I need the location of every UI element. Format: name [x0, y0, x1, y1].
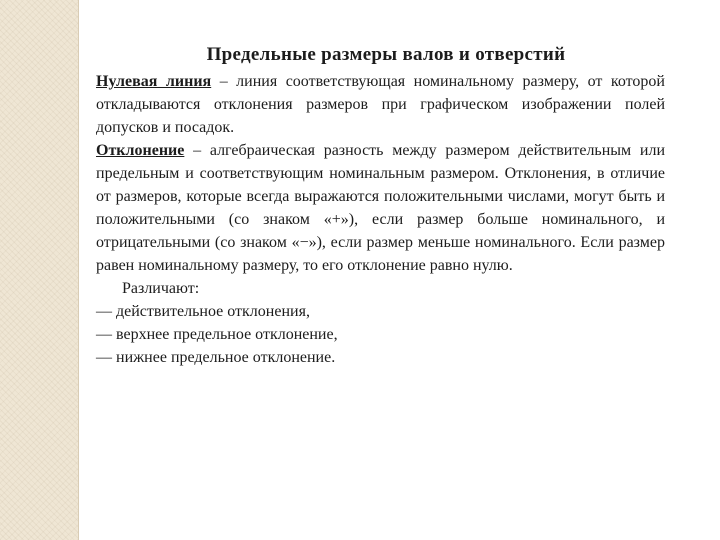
term-zero-line: Нулевая линия — [96, 73, 212, 90]
distinguish-label: Различают: — [122, 280, 200, 297]
slide-title: Предельные размеры валов и отверстий — [206, 44, 566, 65]
decorative-side-band — [0, 0, 78, 540]
definition-deviation — [96, 139, 665, 277]
list-item: — действительное отклонения, — [96, 303, 310, 320]
list-item: — нижнее предельное отклонение. — [96, 349, 336, 366]
definition-zero-line-text: – линия соответствующая номинальному размеру, от которой откладываются отклонения размеров при графическом изображении полей допусков и посадок. — [96, 73, 665, 136]
definition-zero-line — [96, 70, 665, 139]
list-item: — верхнее предельное отклонение, — [96, 326, 338, 343]
term-deviation: Отклонение — [96, 142, 185, 159]
slide-content — [96, 70, 665, 369]
side-band-divider — [78, 0, 79, 540]
definition-deviation-text: – алгебраическая разность между размером действительным или предельным и соответствующим номинальным размером. Отклонения, в отличие от размеров, которые всегда выражаются положительными числами, могут быть и положительными (со знаком «+»), если размер больше номинального, и отрицательными (со знаком «−»), если размер меньше номинального. Если размер равен номинальному размеру, то его отклонение равно нулю. — [96, 142, 665, 274]
